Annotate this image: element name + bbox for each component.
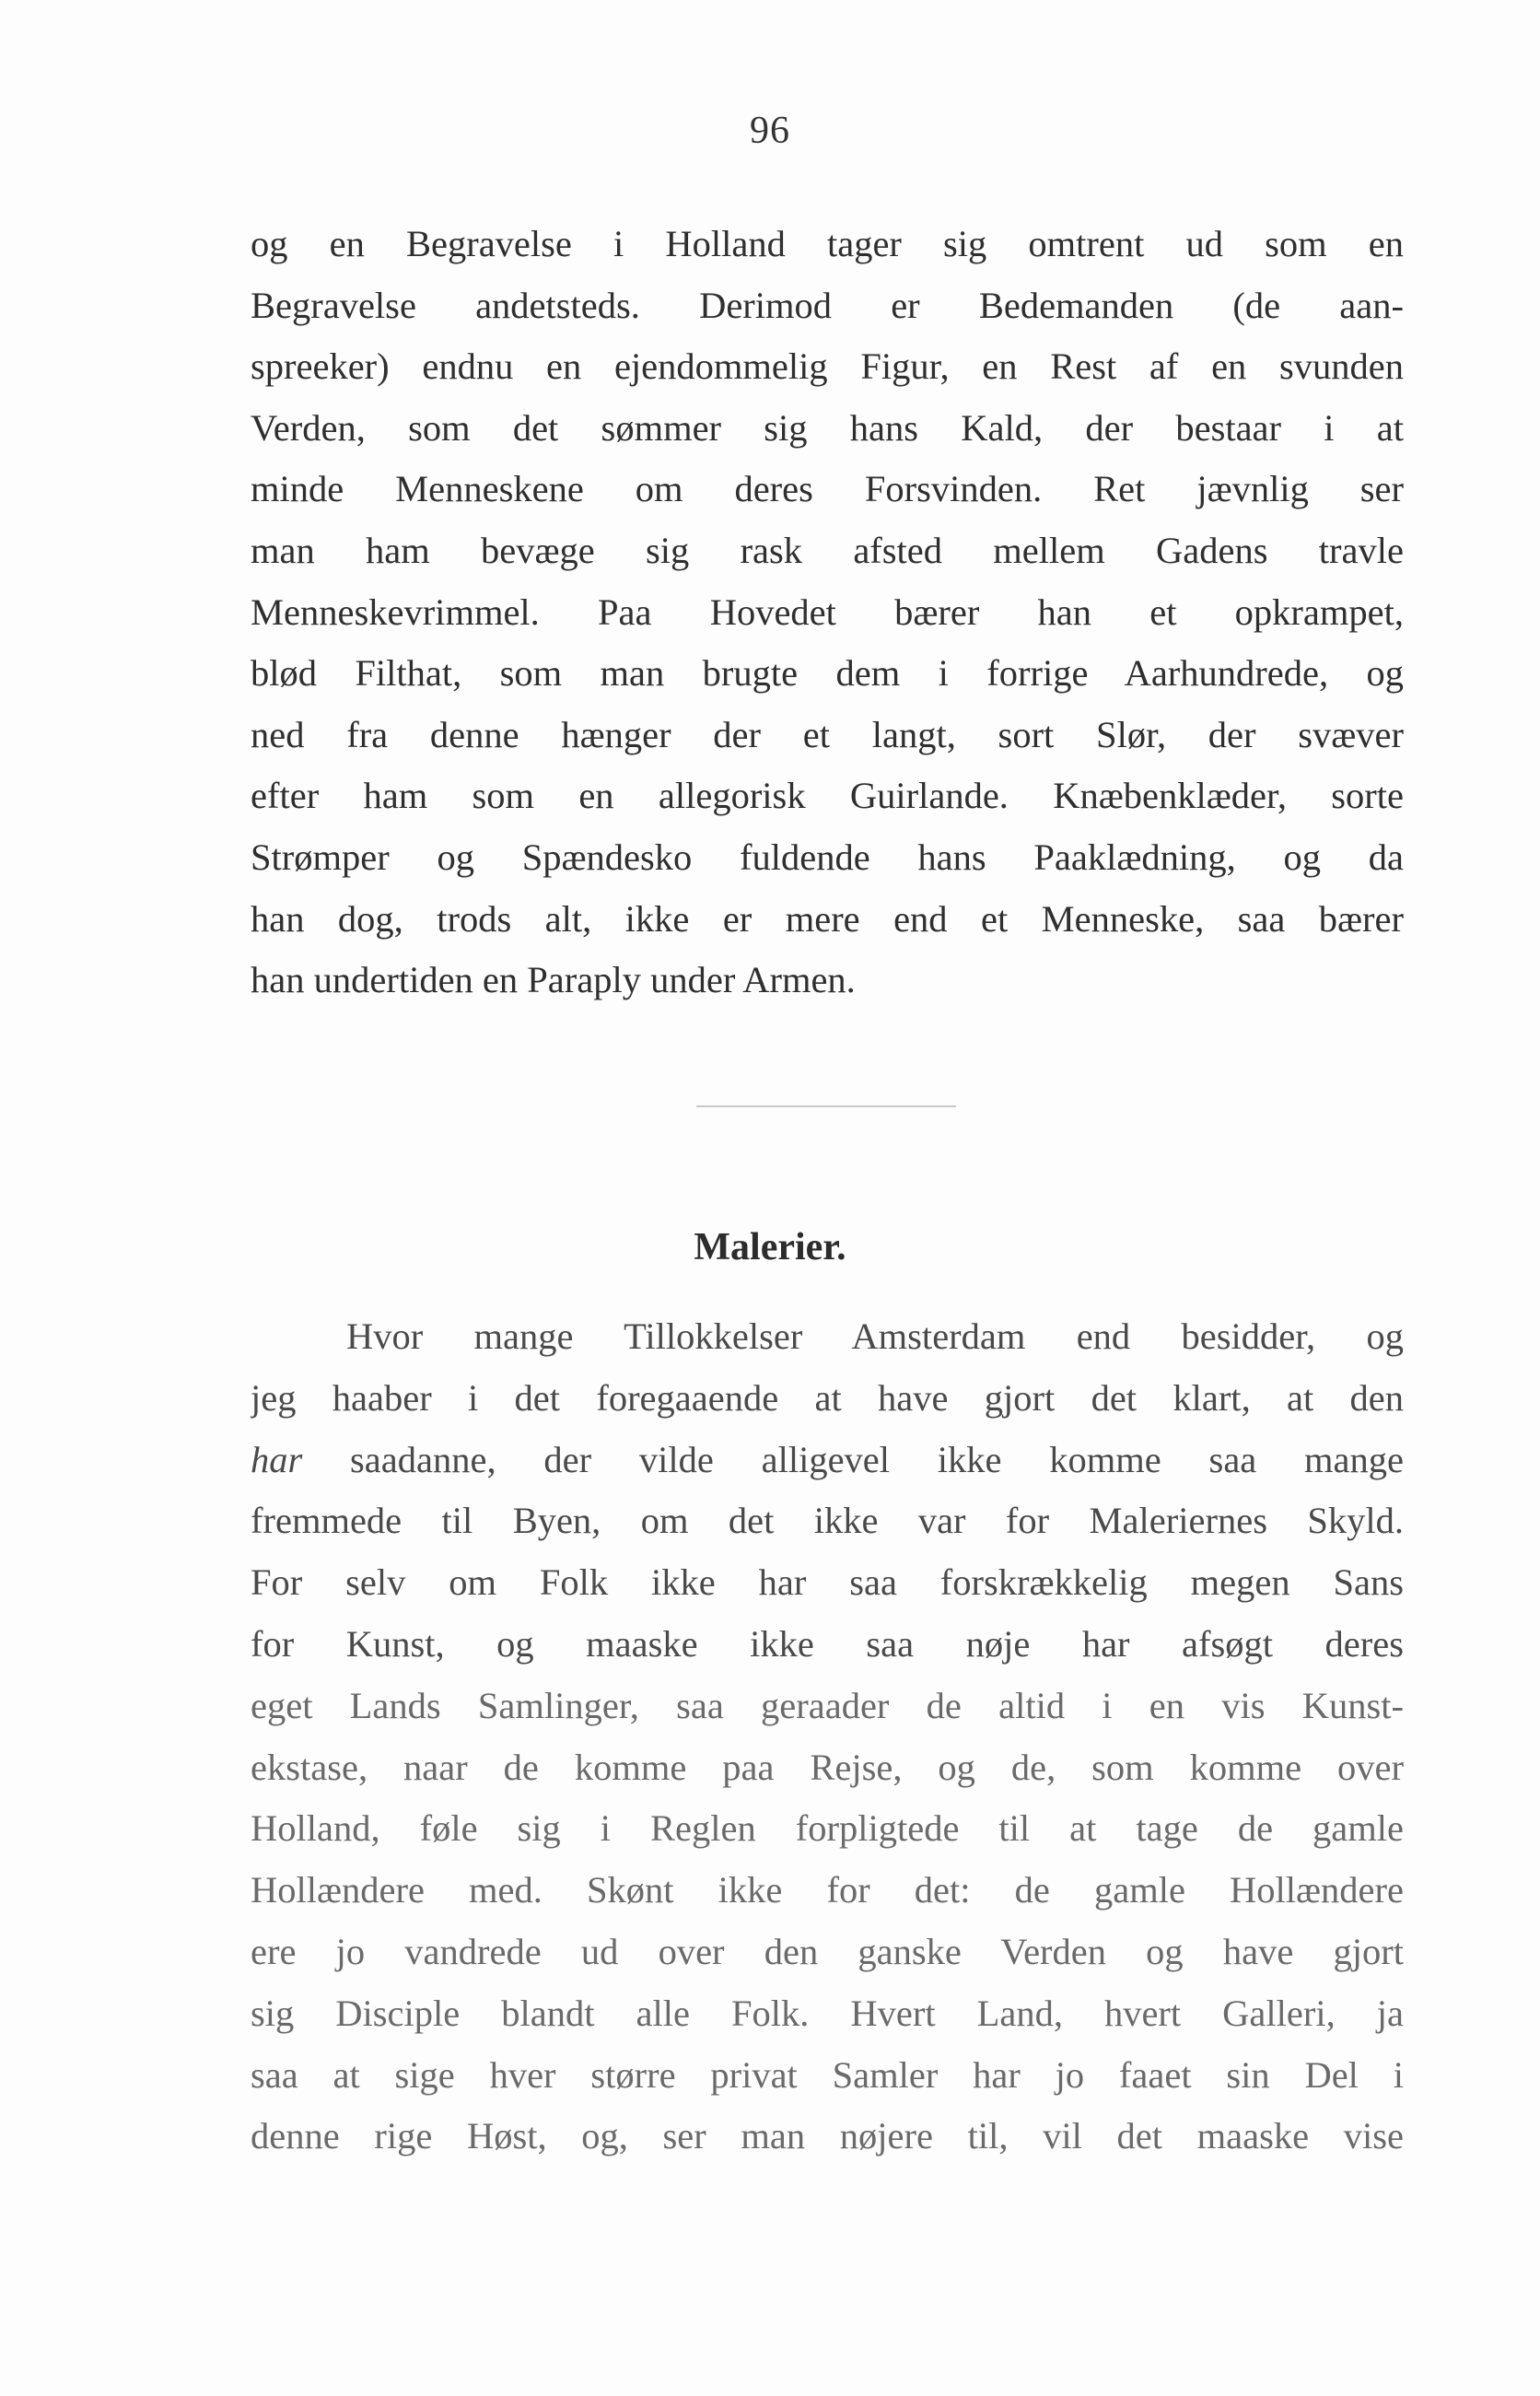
text-line: Holland, føle sig i Reglen forpligtede til at tage de gamle (251, 1807, 1404, 1850)
text-line: Begravelse andetsteds. Derimod er Bedemanden (de aan- (251, 284, 1404, 326)
text-line: sig Disciple blandt alle Folk. Hvert Land, hvert Galleri, ja (251, 1992, 1404, 2034)
section-heading: Malerier. (694, 1226, 846, 1268)
text-line: man ham bevæge sig rask afsted mellem Gadens travle (251, 529, 1404, 571)
text-line: ekstase, naar de komme paa Rejse, og de, som komme over (251, 1746, 1404, 1788)
text-line: Strømper og Spændesko fuldende hans Paaklædning, og da (251, 836, 1404, 878)
text-line: ere jo vandrede ud over den ganske Verden og have gjort (251, 1930, 1404, 1972)
text-line: og en Begravelse i Holland tager sig omtrent ud som en (251, 223, 1404, 264)
text-line: han undertiden en Paraply under Armen. (251, 959, 856, 1001)
text-line: for Kunst, og maaske ikke saa nøje har afsøgt deres (251, 1622, 1404, 1665)
paragraph-malerier (251, 1306, 1404, 2168)
italic-word: har (251, 1438, 303, 1480)
paragraph-bedemanden (251, 214, 1404, 1011)
text-line (251, 1430, 1404, 1491)
text-line: Hollændere med. Skønt ikke for det: de gamle Hollændere (251, 1869, 1404, 1911)
text-line: eget Lands Samlinger, saa geraader de altid i en vis Kunst- (251, 1684, 1404, 1726)
text-line: saa at sige hver større privat Samler har jo faaet sin Del i (251, 2053, 1404, 2096)
text-line: ned fra denne hænger der et langt, sort Slør, der svæver (251, 713, 1404, 755)
text-line: han dog, trods alt, ikke er mere end et Menneske, saa bærer (251, 897, 1404, 940)
section-divider (696, 1105, 956, 1107)
text-line: For selv om Folk ikke har saa forskrækkelig megen Sans (251, 1561, 1404, 1604)
text-line: efter ham som en allegorisk Guirlande. Knæbenklæder, sorte (251, 775, 1404, 817)
text-line: minde Menneskene om deres Forsvinden. Ret jævnlig ser (251, 468, 1404, 510)
text-line: Menneskevrimmel. Paa Hovedet bærer han et opkrampet, (251, 590, 1404, 633)
text-line: jeg haaber i det foregaaende at have gjort det klart, at den (251, 1376, 1404, 1419)
page-number: 96 (750, 110, 790, 152)
text-line: fremmede til Byen, om det ikke var for Maleriernes Skyld. (251, 1500, 1404, 1542)
text-fragment: saadanne, der vilde alligevel ikke komme saa mange (302, 1438, 1404, 1480)
text-line: blød Filthat, som man brugte dem i forrige Aarhundrede, og (251, 652, 1404, 695)
text-line: denne rige Høst, og, ser man nøjere til, vil det maaske vise (251, 2115, 1404, 2157)
text-line: Hvor mange Tillokkelser Amsterdam end besidder, og (346, 1315, 1404, 1357)
text-line: spreeker) endnu en ejendommelig Figur, en Rest af en svunden (251, 345, 1404, 388)
text-line: Verden, som det sømmer sig hans Kald, der bestaar i at (251, 406, 1404, 449)
